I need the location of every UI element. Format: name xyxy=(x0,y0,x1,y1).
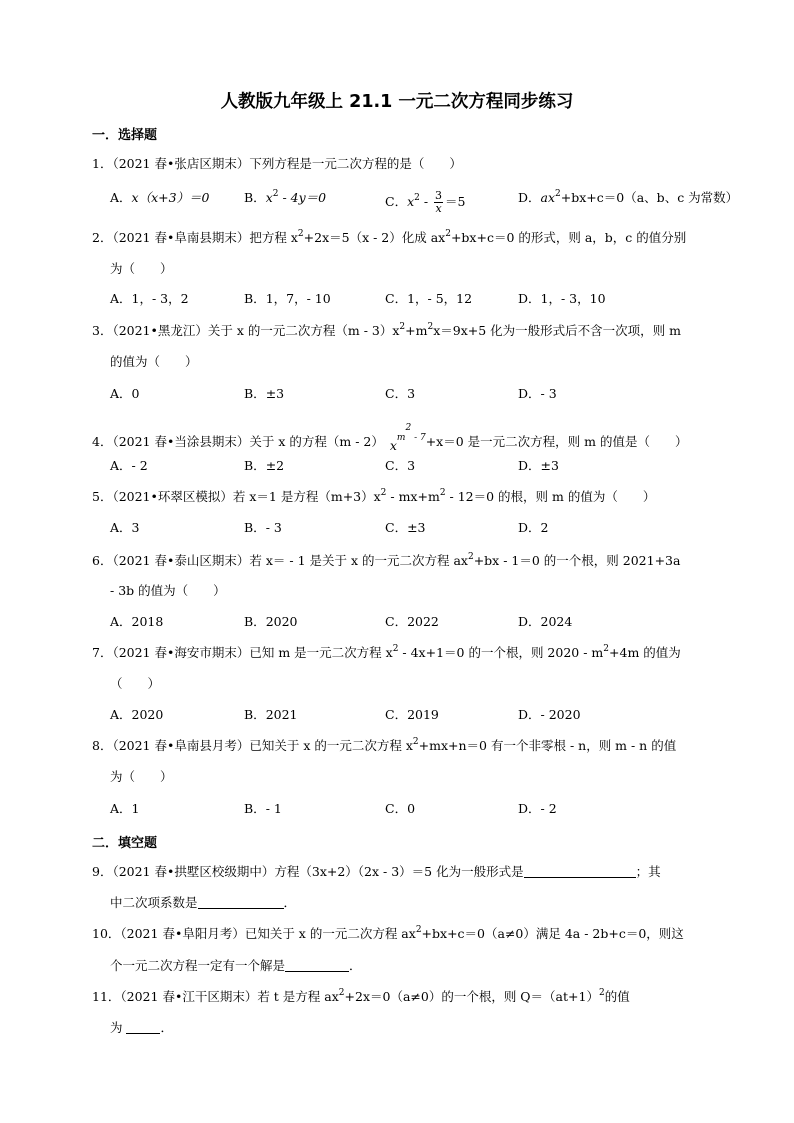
question-8: 8．（2021 春•阜南县月考）已知关于 x 的一元二次方程 $x^2+mx+n=0$ 有一个非零根 - n，则 m - n 的值 xyxy=(92,737,677,753)
question-9: 9．（2021 春•拱墅区校级期中）方程（3x+2）（2x - 3）＝5 化为一般形式是 ；其 xyxy=(92,864,661,879)
option-d: D．1，- 3，10 xyxy=(518,291,606,306)
section-fill-heading: 二．填空题 xyxy=(92,836,158,851)
option-a: A．3 xyxy=(110,520,140,535)
question-5-options xyxy=(110,520,710,536)
question-source: （2021 春•张店区期末） xyxy=(112,156,250,171)
question-6-continued: - 3b 的值为（ ） xyxy=(110,583,226,598)
question-11: 11．（2021 春•江干区期末）若 t 是方程 $ax^2+2x=0(a\ne 0)$的一个根，则 $Q=(at+1)^2$的值 xyxy=(92,988,630,1004)
option-b: B．1，7，- 10 xyxy=(244,291,331,306)
option-a: A．1 xyxy=(110,801,140,816)
question-4-options xyxy=(110,458,710,474)
question-2: 2．（2021 春•阜南县期末）把方程 $x^2+2x=5(x - 2)$化成 $ax^2+bx+c=0$ 的形式，则 a，b，c 的值分别 xyxy=(92,229,687,245)
answer-blank[interactable] xyxy=(198,896,284,909)
option-c: C．3 xyxy=(385,458,416,473)
question-4: 4．（2021 春•当涂县期末）关于 x 的方程（m - 2） $x^{m^2 - 7}+x=0$ 是一元二次方程，则 m 的值是（ ） xyxy=(92,423,688,453)
question-1 xyxy=(92,156,714,172)
option-a: A．1，- 3，2 xyxy=(110,291,189,306)
option-c: C．1，- 5，12 xyxy=(385,291,473,306)
question-3: 3．（2021•黑龙江）关于 x 的一元二次方程$(m - 3)x^2+m^2x=9x+5$ 化为一般形式后不含一次项，则 m xyxy=(92,322,681,338)
question-8-options xyxy=(110,801,710,817)
option-c: C．0 xyxy=(385,801,416,816)
option-b: B．$x^2 - 4y=0$ xyxy=(244,189,327,205)
question-7-continued: （ ） xyxy=(110,676,161,691)
question-10: 10．（2021 春•阜阳月考）已知关于 x 的一元二次方程 $ax^2+bx+c=0(a\ne 0)$满足 4a - 2b+c＝0，则这 xyxy=(92,925,684,941)
question-5: 5．（2021•环翠区模拟）若 x＝1 是方程$(m+3)x^2 - mx+m^2 - 12=0$ 的根，则 m 的值为（ ） xyxy=(92,488,656,504)
option-a: A．x（x+3）＝0 xyxy=(110,190,210,205)
option-d: D．$ax^2+bx+c=0(a$、b、c 为常数） xyxy=(518,189,739,205)
answer-blank[interactable] xyxy=(524,865,636,878)
option-c: C．±3 xyxy=(385,520,426,535)
option-a: A．- 2 xyxy=(110,458,148,473)
question-stem: 下列方程是一元二次方程的是（ ） xyxy=(249,156,462,171)
option-b: B．2021 xyxy=(244,707,298,722)
option-d: D．±3 xyxy=(518,458,559,473)
question-10-continued: 个一元二次方程一定有一个解是 ． xyxy=(110,958,362,973)
option-a: A．2020 xyxy=(110,707,164,722)
option-c: C．2022 xyxy=(385,614,439,629)
option-b: B．- 3 xyxy=(244,520,282,535)
question-6-options xyxy=(110,614,710,630)
question-7: 7．（2021 春•海安市期末）已知 m 是一元二次方程 $x^2 - 4x+1=0$ 的一个根，则 $2020 - m^2+4m$ 的值为 xyxy=(92,644,681,660)
option-d: D．- 2020 xyxy=(518,707,581,722)
question-6: 6．（2021 春•泰山区期末）若 x＝ - 1 是关于 x 的一元二次方程 $ax^2+bx - 1=0$ 的一个根，则 2021+3a xyxy=(92,552,681,568)
option-d: D．2024 xyxy=(518,614,573,629)
question-9-continued: 中二次项系数是 ． xyxy=(110,895,297,910)
question-3-options xyxy=(110,386,710,402)
option-a: A．2018 xyxy=(110,614,164,629)
question-number: 1． xyxy=(92,156,113,171)
question-2-continued: 为（ ） xyxy=(110,261,173,276)
option-c: C．3 xyxy=(385,386,416,401)
question-1-options xyxy=(110,189,739,215)
option-b: B．- 1 xyxy=(244,801,282,816)
option-b: B．±2 xyxy=(244,458,285,473)
question-8-continued: 为（ ） xyxy=(110,769,173,784)
fraction: $\frac{3}{x}$ xyxy=(435,189,443,215)
answer-blank[interactable] xyxy=(285,959,349,972)
answer-blank[interactable] xyxy=(126,1021,160,1034)
option-b: B．2020 xyxy=(244,614,298,629)
exponent-term: $x^{m^2 - 7}$ xyxy=(389,423,426,453)
page-title: 人教版九年级上 21.1 一元二次方程同步练习 xyxy=(220,92,574,112)
option-c: C．$x^2$ - $\frac{3}{x}$ ＝5 xyxy=(385,189,466,215)
option-b: B．±3 xyxy=(244,386,285,401)
option-d: D．2 xyxy=(518,520,549,535)
section-choice-heading: 一．选择题 xyxy=(92,128,158,143)
question-11-continued: 为 ． xyxy=(110,1020,173,1035)
option-c: C．2019 xyxy=(385,707,439,722)
option-d: D．- 3 xyxy=(518,386,557,401)
option-a: A．0 xyxy=(110,386,140,401)
question-7-options xyxy=(110,707,710,723)
option-d: D．- 2 xyxy=(518,801,557,816)
question-3-continued: 的值为（ ） xyxy=(110,354,198,369)
question-2-options xyxy=(110,291,710,307)
